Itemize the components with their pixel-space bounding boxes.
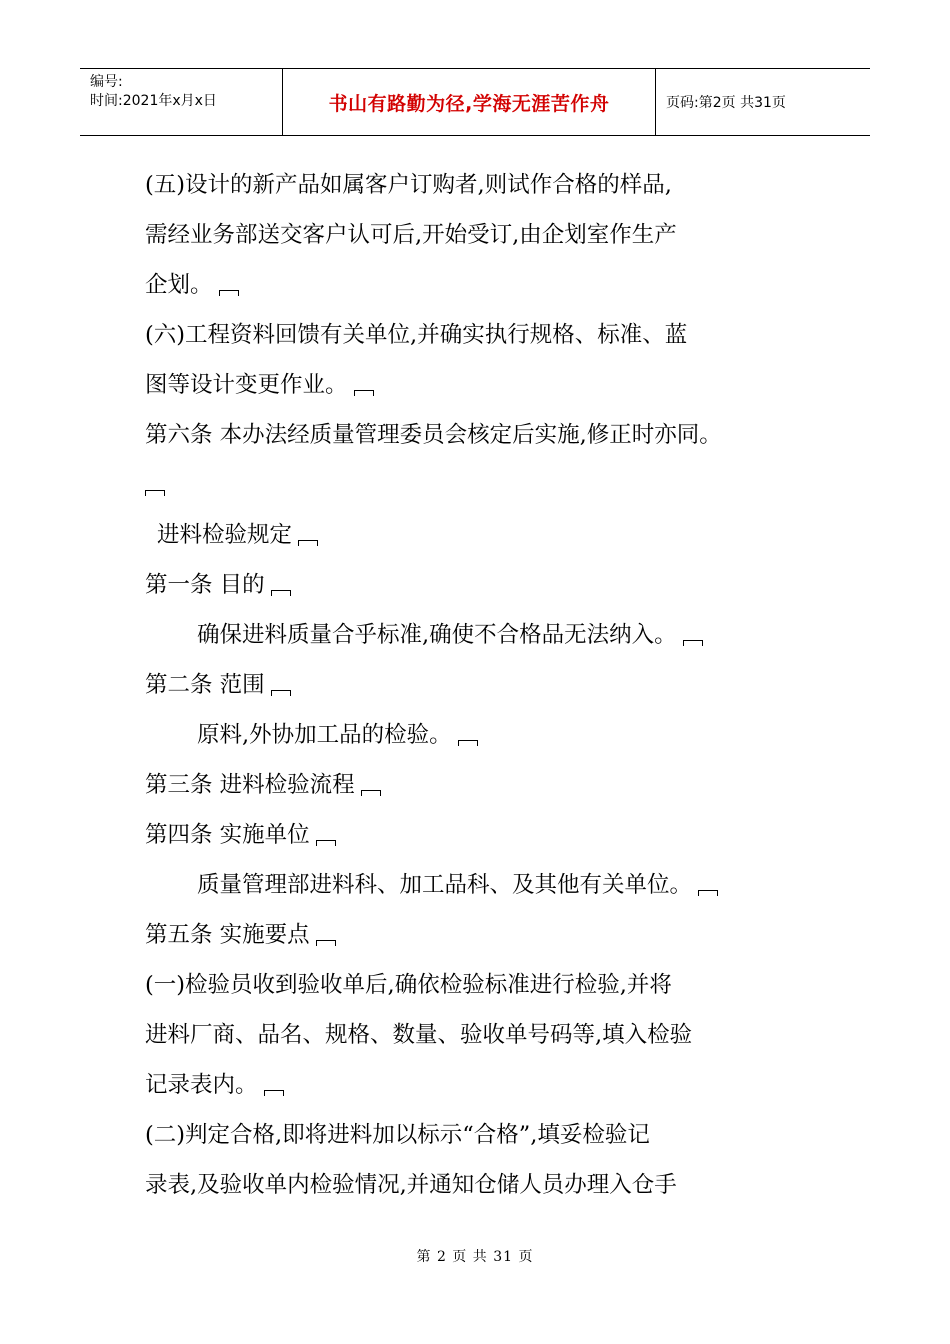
paragraph-mark-icon xyxy=(458,740,478,746)
paragraph-mark-icon xyxy=(264,1090,284,1096)
header-motto: 书山有路勤为径,学海无涯苦作舟 xyxy=(283,69,656,135)
time-label: 时间:2021年x月x日 xyxy=(90,93,217,109)
text-line: (二)判定合格,即将进料加以标示“合格”,填妥检验记 xyxy=(145,1122,650,1148)
text-line: 记录表内。 xyxy=(145,1060,835,1110)
paragraph-mark-icon xyxy=(271,690,291,696)
paragraph-mark-icon xyxy=(298,540,318,546)
text-line: 进料厂商、品名、规格、数量、验收单号码等,填入检验 xyxy=(145,1022,693,1048)
paragraph-mark-icon xyxy=(698,890,718,896)
header-meta xyxy=(80,69,283,135)
text-line xyxy=(145,460,835,510)
page-footer: 第 2 页 共 31 页 xyxy=(416,1249,534,1265)
paragraph-mark-icon xyxy=(361,790,381,796)
paragraph-mark-icon xyxy=(271,590,291,596)
paragraph-mark-icon xyxy=(219,290,239,296)
text-line: 录表,及验收单内检验情况,并通知仓储人员办理入仓手 xyxy=(145,1172,677,1198)
paragraph-mark-icon xyxy=(683,640,703,646)
serial-label: 编号: xyxy=(90,74,123,90)
text-line: 图等设计变更作业。 xyxy=(145,360,835,410)
text-line: 第一条 目的 xyxy=(145,560,835,610)
paragraph-mark-icon xyxy=(316,940,336,946)
paragraph-mark-icon xyxy=(145,490,165,496)
paragraph-mark-icon xyxy=(354,390,374,396)
text-line: 需经业务部送交客户认可后,开始受订,由企划室作生产 xyxy=(145,222,677,248)
text-line: 原料,外协加工品的检验。 xyxy=(145,710,835,760)
text-line: 确保进料质量合乎标准,确使不合格品无法纳入。 xyxy=(145,610,835,660)
text-line: 第三条 进料检验流程 xyxy=(145,760,835,810)
text-line: 企划。 xyxy=(145,260,835,310)
text-line: 第六条 本办法经质量管理委员会核定后实施,修正时亦同。 xyxy=(145,422,722,448)
paragraph-mark-icon xyxy=(316,840,336,846)
header-page-label: 页码:第2页 共31页 xyxy=(666,95,786,111)
text-line: (一)检验员收到验收单后,确依检验标准进行检验,并将 xyxy=(145,972,672,998)
text-line: 第五条 实施要点 xyxy=(145,910,835,960)
text-line: (五)设计的新产品如属客户订购者,则试作合格的样品, xyxy=(145,172,672,198)
text-line: 第四条 实施单位 xyxy=(145,810,835,860)
page-header xyxy=(80,68,870,136)
document-body xyxy=(145,160,835,1210)
text-line: (六)工程资料回馈有关单位,并确实执行规格、标准、蓝 xyxy=(145,322,688,348)
text-line: 第二条 范围 xyxy=(145,660,835,710)
text-line: 质量管理部进料科、加工品科、及其他有关单位。 xyxy=(145,860,835,910)
section-title: 进料检验规定 xyxy=(145,510,835,560)
